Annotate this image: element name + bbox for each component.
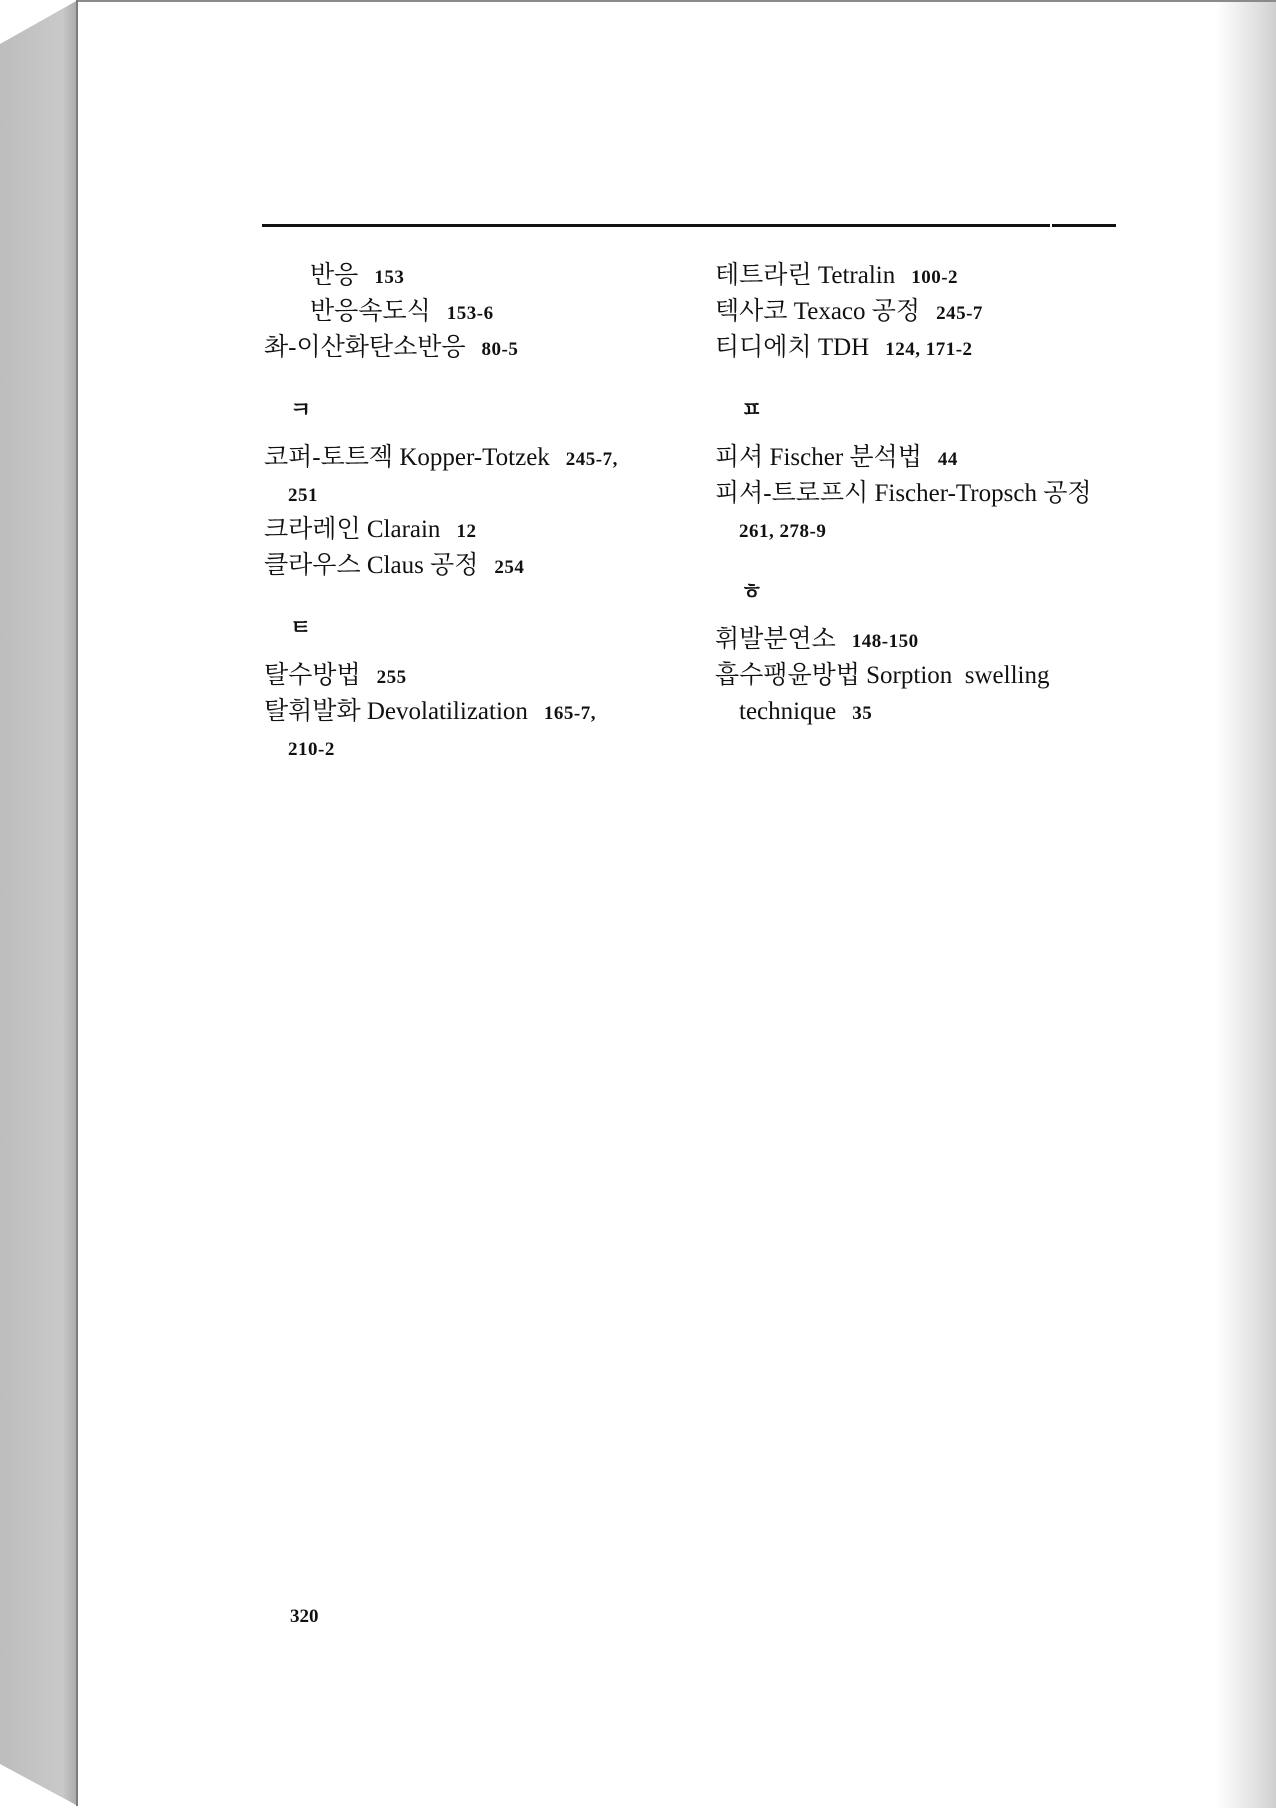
index-column-right [715, 258, 1135, 730]
index-entry [715, 622, 1135, 658]
index-term: 텍사코 Texaco 공정 [715, 298, 921, 325]
page-number: 320 [290, 1606, 319, 1627]
section-heading: ㅌ [290, 615, 312, 640]
index-term: technique [739, 698, 837, 725]
index-pages: 148-150 [851, 631, 919, 652]
section-heading: ㅎ [741, 579, 763, 604]
index-entry [264, 512, 674, 548]
index-term: 테트라린 Tetralin [715, 262, 896, 289]
index-pages: 251 [288, 485, 318, 506]
index-pages: 124, 171-2 [885, 339, 973, 360]
index-pages: 261, 278-9 [739, 521, 827, 542]
index-term: 흡수팽윤방법 Sorption swelling [715, 662, 1050, 689]
header-rule-end [1052, 224, 1116, 227]
section-heading: ㅋ [290, 397, 312, 422]
index-term: 피셔-트로프시 Fischer-Tropsch 공정 [715, 480, 1092, 507]
index-entry [264, 694, 674, 730]
index-entry [715, 294, 1135, 330]
section-heading: ㅍ [741, 397, 763, 422]
index-entry [264, 658, 674, 694]
index-pages: 35 [852, 703, 873, 724]
index-pages: 210-2 [288, 739, 335, 760]
index-entry-continuation [715, 694, 1135, 730]
index-entry [715, 658, 1135, 694]
index-pages: 153-6 [446, 303, 494, 324]
index-pages: 254 [494, 557, 525, 578]
index-column-left [264, 258, 674, 766]
index-pages: 80-5 [481, 339, 519, 360]
index-entry-continuation [715, 512, 1135, 548]
index-pages: 165-7, [543, 703, 596, 724]
index-term: 휘발분연소 [715, 626, 836, 653]
index-entry [715, 258, 1135, 294]
index-entry [264, 440, 674, 476]
index-pages: 255 [376, 667, 407, 688]
index-entry-continuation [264, 476, 674, 512]
index-term: 촤-이산화탄소반응 [264, 334, 466, 361]
index-entry [264, 330, 674, 366]
index-term: 코퍼-토트젝 Kopper-Totzek [264, 444, 550, 471]
index-term: 피셔 Fischer 분석법 [715, 444, 922, 471]
index-term: 반응속도식 [310, 298, 431, 325]
index-pages: 44 [937, 449, 958, 470]
book-spine-edge [0, 0, 78, 1806]
index-term: 크라레인 Clarain [264, 516, 441, 543]
index-term: 반응 [310, 262, 359, 289]
index-entry [264, 258, 674, 294]
index-entry [264, 548, 674, 584]
index-entry [264, 294, 674, 330]
index-pages: 245-7 [936, 303, 983, 324]
index-term: 클라우스 Claus 공정 [264, 552, 479, 579]
index-entry [715, 476, 1135, 512]
index-pages: 100-2 [911, 267, 959, 288]
index-entry [715, 440, 1135, 476]
index-term: 탈수방법 [264, 662, 361, 689]
index-entry-continuation [264, 730, 674, 766]
index-term: 티디에치 TDH [715, 334, 870, 361]
page-right-shadow [1216, 2, 1276, 1808]
index-term: 탈휘발화 Devolatilization [264, 698, 528, 725]
header-rule [262, 224, 1050, 227]
index-pages: 12 [456, 521, 477, 542]
index-pages: 153 [374, 267, 405, 288]
index-pages: 245-7, [565, 449, 618, 470]
index-entry [715, 330, 1135, 366]
